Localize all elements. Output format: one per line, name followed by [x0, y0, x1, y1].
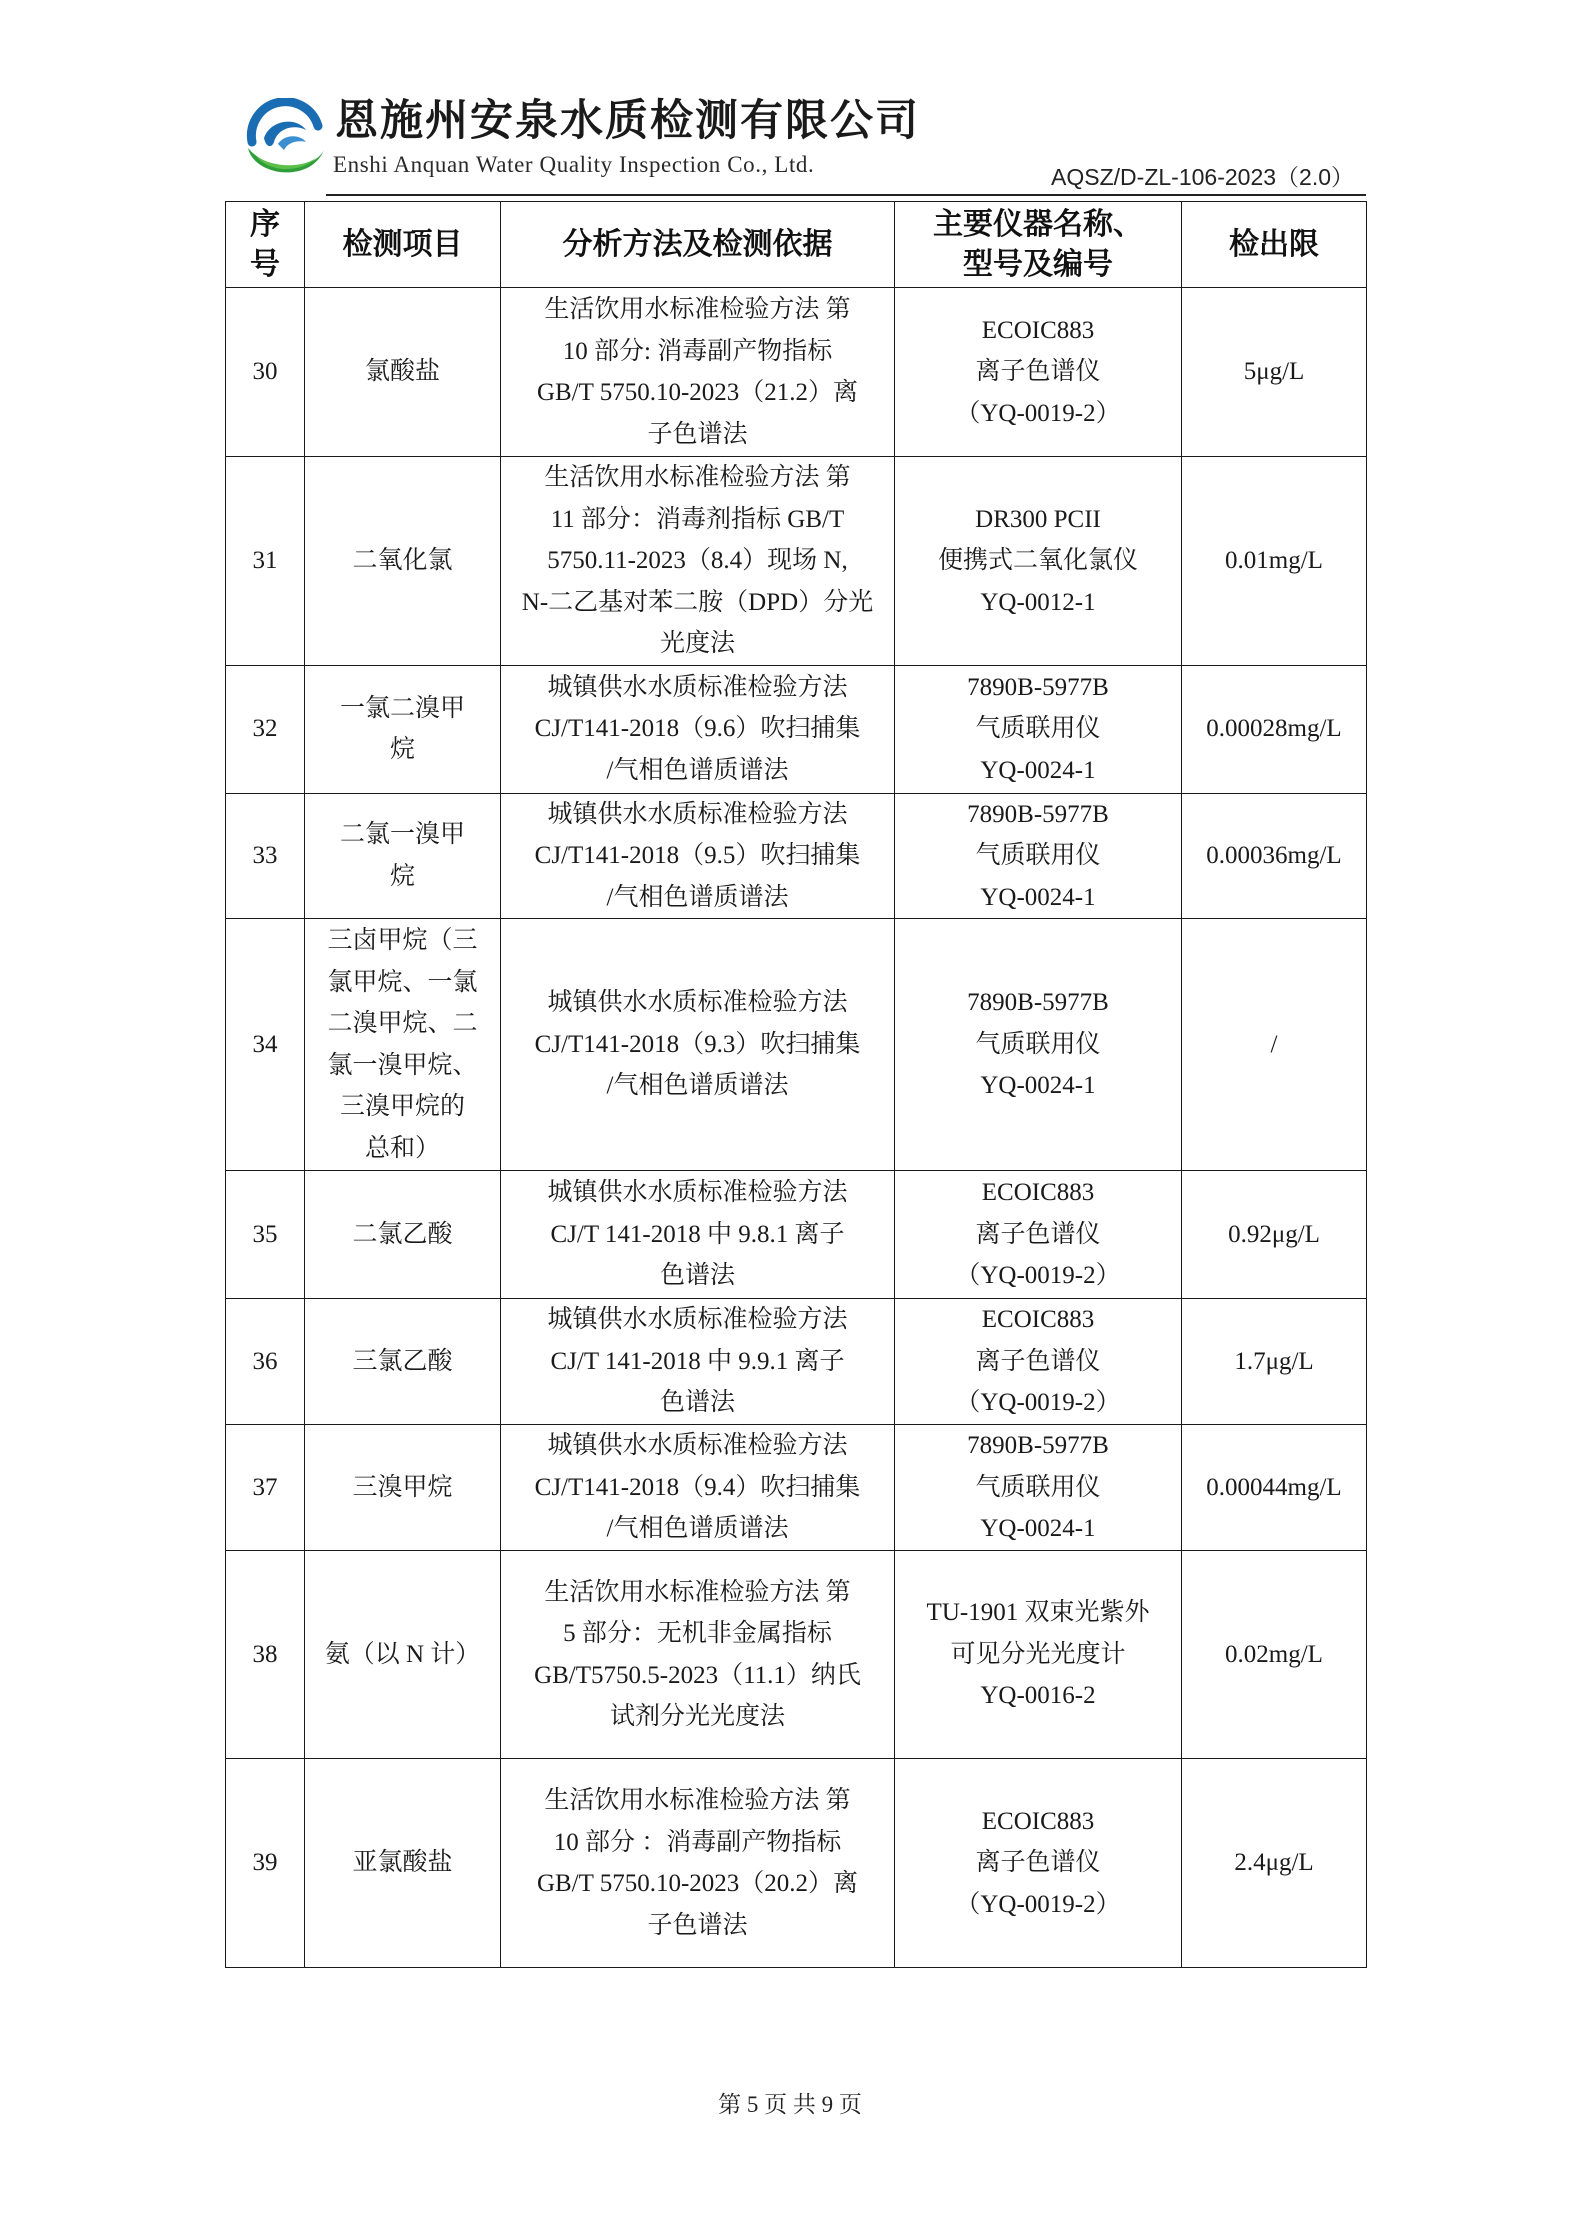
cell-analysis-method: 生活饮用水标准检验方法 第 11 部分：消毒剂指标 GB/T 5750.11-2023（8.4）现场 N, N-二乙基对苯二胺（DPD）分光 光度法 — [501, 457, 895, 666]
cell-analysis-method: 城镇供水水质标准检验方法 CJ/T 141-2018 中 9.8.1 离子 色谱法 — [501, 1171, 895, 1299]
cell-analysis-method: 生活饮用水标准检验方法 第 5 部分：无机非金属指标 GB/T5750.5-2023（11.1）纳氏 试剂分光光度法 — [501, 1551, 895, 1759]
cell-test-item: 亚氯酸盐 — [305, 1759, 501, 1968]
cell-row-number: 36 — [226, 1299, 305, 1425]
cell-analysis-method: 生活饮用水标准检验方法 第 10 部分 ：消毒副产物指标 GB/T 5750.10-2023（20.2）离 子色谱法 — [501, 1759, 895, 1968]
table-header — [226, 202, 1367, 288]
cell-detection-limit: 0.01mg/L — [1182, 457, 1367, 666]
cell-analysis-method: 城镇供水水质标准检验方法 CJ/T141-2018（9.6）吹扫捕集 /气相色谱质谱法 — [501, 665, 895, 793]
cell-instrument: ECOIC883 离子色谱仪 （YQ-0019-2） — [895, 1171, 1182, 1299]
table-row — [226, 793, 1367, 919]
cell-detection-limit: 0.00036mg/L — [1182, 793, 1367, 919]
table-row — [226, 1759, 1367, 1968]
cell-test-item: 氨（以 N 计） — [305, 1551, 501, 1759]
column-header-method: 分析方法及检测依据 — [501, 202, 895, 288]
cell-row-number: 38 — [226, 1551, 305, 1759]
page-number: 第 5 页 共 9 页 — [718, 2092, 862, 2117]
cell-detection-limit: 2.4μg/L — [1182, 1759, 1367, 1968]
column-header-limit: 检出限 — [1182, 202, 1367, 288]
cell-row-number: 34 — [226, 919, 305, 1171]
cell-test-item: 二氯乙酸 — [305, 1171, 501, 1299]
table-row — [226, 1299, 1367, 1425]
cell-detection-limit: 0.02mg/L — [1182, 1551, 1367, 1759]
cell-row-number: 37 — [226, 1425, 305, 1551]
table-row — [226, 665, 1367, 793]
cell-detection-limit: 0.00028mg/L — [1182, 665, 1367, 793]
cell-row-number: 35 — [226, 1171, 305, 1299]
cell-test-item: 三溴甲烷 — [305, 1425, 501, 1551]
column-header-no: 序 号 — [226, 202, 305, 288]
cell-instrument: 7890B-5977B 气质联用仪 YQ-0024-1 — [895, 919, 1182, 1171]
cell-test-item: 三卤甲烷（三 氯甲烷、一氯 二溴甲烷、二 氯一溴甲烷、 三溴甲烷的 总和） — [305, 919, 501, 1171]
table-header-row — [226, 202, 1367, 288]
cell-test-item: 氯酸盐 — [305, 288, 501, 457]
table-row — [226, 457, 1367, 666]
cell-row-number: 30 — [226, 288, 305, 457]
column-header-item: 检测项目 — [305, 202, 501, 288]
header-divider — [326, 194, 1366, 196]
cell-row-number: 32 — [226, 665, 305, 793]
cell-detection-limit: / — [1182, 919, 1367, 1171]
table-body — [226, 288, 1367, 1968]
cell-analysis-method: 城镇供水水质标准检验方法 CJ/T141-2018（9.4）吹扫捕集 /气相色谱质谱法 — [501, 1425, 895, 1551]
cell-instrument: ECOIC883 离子色谱仪 （YQ-0019-2） — [895, 288, 1182, 457]
document-code: AQSZ/D-ZL-106-2023（2.0） — [1051, 164, 1354, 190]
cell-analysis-method: 城镇供水水质标准检验方法 CJ/T141-2018（9.5）吹扫捕集 /气相色谱质谱法 — [501, 793, 895, 919]
cell-analysis-method: 城镇供水水质标准检验方法 CJ/T141-2018（9.3）吹扫捕集 /气相色谱质谱法 — [501, 919, 895, 1171]
cell-row-number: 39 — [226, 1759, 305, 1968]
company-logo-icon — [244, 98, 328, 184]
cell-analysis-method: 城镇供水水质标准检验方法 CJ/T 141-2018 中 9.9.1 离子 色谱法 — [501, 1299, 895, 1425]
cell-row-number: 31 — [226, 457, 305, 666]
cell-test-item: 三氯乙酸 — [305, 1299, 501, 1425]
cell-detection-limit: 5μg/L — [1182, 288, 1367, 457]
cell-instrument: DR300 PCII 便携式二氧化氯仪 YQ-0012-1 — [895, 457, 1182, 666]
cell-test-item: 二氧化氯 — [305, 457, 501, 666]
cell-instrument: ECOIC883 离子色谱仪 （YQ-0019-2） — [895, 1759, 1182, 1968]
detection-method-table — [225, 201, 1367, 1968]
cell-instrument: 7890B-5977B 气质联用仪 YQ-0024-1 — [895, 793, 1182, 919]
company-name-cn: 恩施州安泉水质检测有限公司 — [335, 98, 920, 145]
cell-test-item: 二氯一溴甲 烷 — [305, 793, 501, 919]
table-row — [226, 1425, 1367, 1551]
table-row — [226, 1551, 1367, 1759]
column-header-instrument: 主要仪器名称、 型号及编号 — [895, 202, 1182, 288]
company-name-en: Enshi Anquan Water Quality Inspection Co., Ltd. — [333, 152, 815, 177]
cell-instrument: TU-1901 双束光紫外 可见分光光度计 YQ-0016-2 — [895, 1551, 1182, 1759]
cell-detection-limit: 1.7μg/L — [1182, 1299, 1367, 1425]
table-row — [226, 1171, 1367, 1299]
cell-instrument: 7890B-5977B 气质联用仪 YQ-0024-1 — [895, 665, 1182, 793]
cell-analysis-method: 生活饮用水标准检验方法 第 10 部分: 消毒副产物指标 GB/T 5750.10-2023（21.2）离 子色谱法 — [501, 288, 895, 457]
cell-instrument: ECOIC883 离子色谱仪 （YQ-0019-2） — [895, 1299, 1182, 1425]
table-row — [226, 288, 1367, 457]
cell-detection-limit: 0.92μg/L — [1182, 1171, 1367, 1299]
cell-detection-limit: 0.00044mg/L — [1182, 1425, 1367, 1551]
table-row — [226, 919, 1367, 1171]
cell-row-number: 33 — [226, 793, 305, 919]
cell-instrument: 7890B-5977B 气质联用仪 YQ-0024-1 — [895, 1425, 1182, 1551]
cell-test-item: 一氯二溴甲 烷 — [305, 665, 501, 793]
